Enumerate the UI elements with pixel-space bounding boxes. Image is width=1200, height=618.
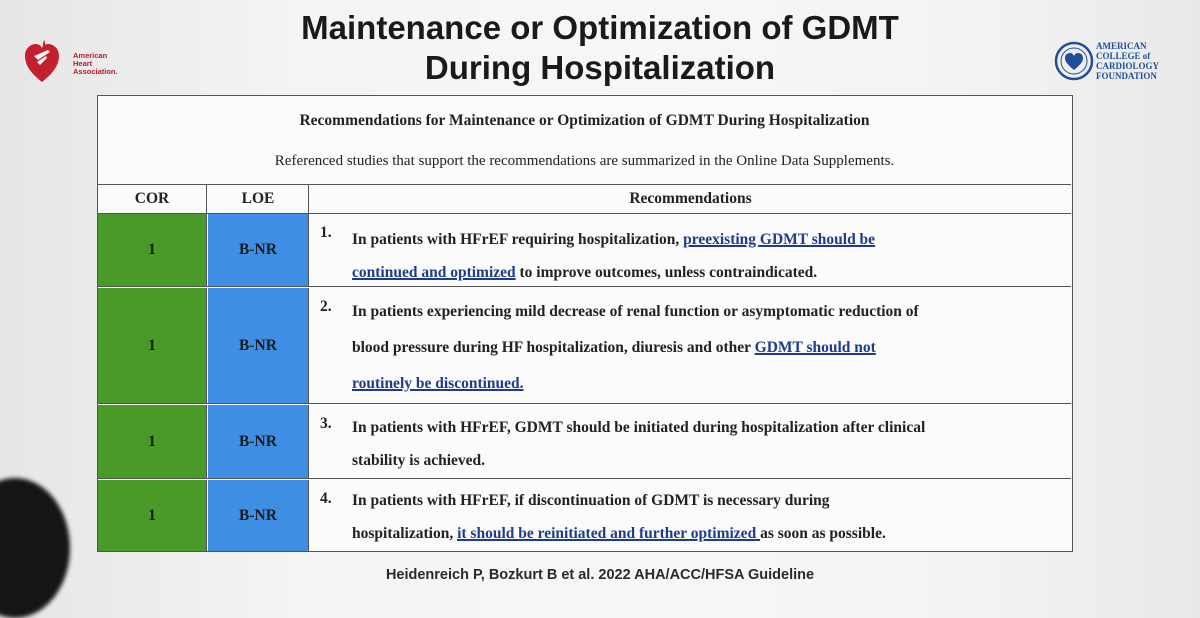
recommendation-text [352, 223, 1057, 289]
column-header-loe: LOE [208, 185, 309, 213]
slide-title-line-1: Maintenance or Optimization of GDMT [301, 9, 899, 46]
citation-footer: Heidenreich P, Bozkurt B et al. 2022 AHA/ACC/HFSA Guideline [385, 567, 815, 583]
loe-cell: B-NR [208, 405, 309, 478]
recommendation-highlight: preexisting GDMT should be [683, 231, 876, 248]
loe-cell: B-NR [208, 480, 309, 551]
recommendation-text [352, 411, 1057, 477]
acc-foundation-logo [1050, 40, 1190, 90]
table-row [98, 405, 1071, 479]
recommendation-text [352, 484, 1057, 550]
table-heading: Recommendations for Maintenance or Optimization of GDMT During Hospitalization [299, 112, 870, 129]
acc-wordmark-line: COLLEGE of [1096, 51, 1151, 61]
recommendation-number: 3. [320, 415, 332, 432]
recommendation-text-segment: to improve outcomes, unless contraindicated. [515, 264, 818, 281]
column-header-row [98, 184, 1071, 214]
recommendation-text-segment: In patients with HFrEF, GDMT should be initiated during hospitalization after clinical [352, 419, 926, 436]
column-header-recommendations: Recommendations [629, 190, 752, 207]
recommendation-text [352, 294, 1057, 402]
aha-wordmark-line: Heart [73, 59, 93, 68]
recommendation-text-segment: In patients experiencing mild decrease of renal function or asymptomatic reduction of [352, 303, 919, 320]
cor-cell: 1 [98, 288, 207, 403]
recommendation-cell [310, 405, 1071, 478]
recommendation-text-segment: stability is achieved. [352, 452, 486, 469]
acc-wordmark [1096, 41, 1159, 81]
recommendation-cell [310, 288, 1071, 403]
aha-wordmark [73, 52, 118, 76]
slide-title [0, 8, 1200, 88]
table-subheading: Referenced studies that support the recommendations are summarized in the Online Data Supplements. [274, 153, 895, 169]
heart-torch-icon [22, 36, 62, 86]
table-row [98, 214, 1071, 287]
cor-cell: 1 [98, 214, 207, 286]
acc-seal-icon [1054, 41, 1094, 81]
recommendation-highlight: it should be reinitiated and further optimized [457, 525, 761, 542]
slide-title-line-2: During Hospitalization [424, 49, 776, 86]
table-row [98, 480, 1071, 551]
column-header-cor: COR [98, 185, 207, 213]
recommendation-text-segment: In patients with HFrEF, if discontinuation of GDMT is necessary during [352, 492, 830, 509]
aha-logo [22, 30, 142, 90]
acc-wordmark-line: CARDIOLOGY [1096, 61, 1160, 71]
recommendation-number: 4. [320, 490, 332, 507]
recommendation-text-segment: hospitalization, [352, 525, 458, 542]
foreground-shadow [0, 478, 70, 618]
acc-wordmark-line: AMERICAN [1096, 41, 1147, 51]
recommendation-cell [310, 480, 1071, 551]
aha-wordmark-line: American [73, 51, 108, 60]
aha-wordmark-line: Association. [73, 67, 118, 76]
recommendation-number: 1. [320, 224, 332, 241]
acc-wordmark-line: FOUNDATION [1096, 71, 1157, 81]
loe-cell: B-NR [208, 288, 309, 403]
recommendation-number: 2. [320, 298, 332, 315]
recommendation-highlight: continued and optimized [352, 264, 516, 281]
loe-cell: B-NR [208, 214, 309, 286]
recommendation-cell [310, 214, 1071, 286]
recommendation-text-segment: In patients with HFrEF requiring hospitalization, [352, 231, 684, 248]
recommendation-text-segment: as soon as possible. [760, 525, 886, 542]
table-row [98, 288, 1071, 404]
recommendation-highlight: routinely be discontinued. [352, 375, 524, 392]
recommendation-highlight: GDMT should not [754, 339, 876, 356]
recommendation-text-segment: blood pressure during HF hospitalization, diuresis and other [352, 339, 755, 356]
cor-cell: 1 [98, 480, 207, 551]
recommendations-table [97, 95, 1073, 552]
cor-cell: 1 [98, 405, 207, 478]
